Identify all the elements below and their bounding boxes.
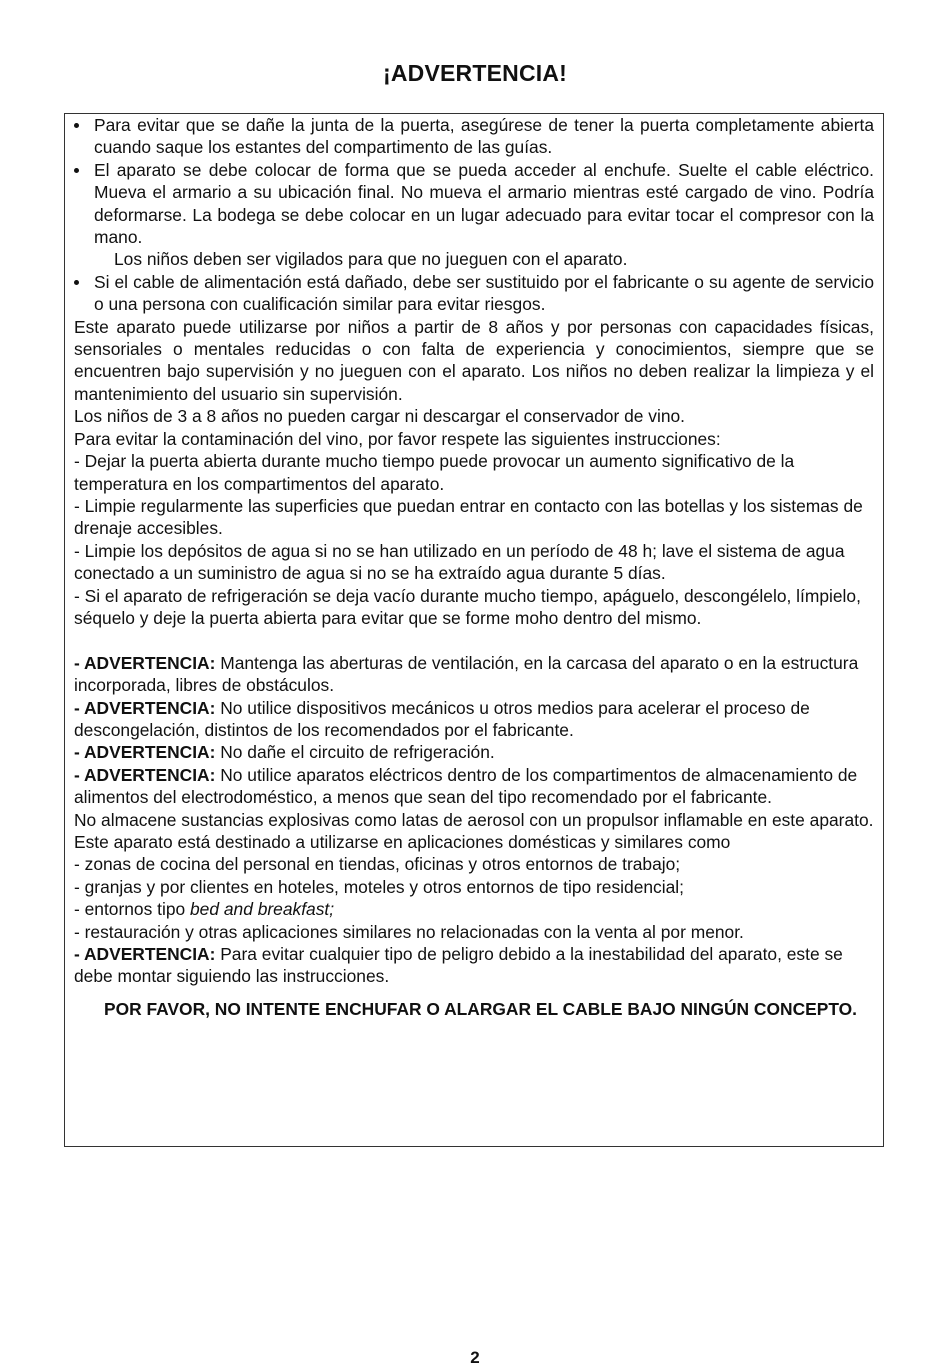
warning-label: - ADVERTENCIA: [74,652,216,673]
warning-text: Mantenga las aberturas de ventilación, en la carcasa del aparato o en la estructura incorporada, libres de obstáculos. [74,652,859,696]
warning-content [74,114,874,1020]
usage-item: - granjas y por clientes en hoteles, moteles y otros entornos de tipo residencial; [74,876,684,897]
instruction-item: - Dejar la puerta abierta durante mucho tiempo puede provocar un aumento significativo de la temperatura en los compartimentos del aparato. [74,451,795,494]
instruction-item: - Si el aparato de refrigeración se deja vacío durante mucho tiempo, apáguelo, descongélelo, límpielo, séquelo y deje la puerta abierta para evitar que se forme moho dentro del mismo. [74,585,861,628]
paragraph: Para evitar la contaminación del vino, por favor respete las siguientes instrucciones: [74,428,721,449]
warning-label: - ADVERTENCIA: [74,742,216,763]
bullet-dot-icon [74,123,79,128]
bullet-text: Para evitar que se dañe la junta de la puerta, asegúrese de tener la puerta completamente abierta cuando saque los estantes del compartimento de las guías. [94,115,874,158]
usage-item: - zonas de cocina del personal en tiendas, oficinas y otros entornos de trabajo; [74,854,681,875]
warning-text: No utilice aparatos eléctricos dentro de los compartimentos de almacenamiento de alimentos del electrodoméstico, a menos que sean del tipo recomendado por el fabricante. [74,764,858,808]
warning-label: - ADVERTENCIA: [74,944,216,965]
paragraph: Los niños de 3 a 8 años no pueden cargar ni descargar el conservador de vino. [74,406,686,427]
usage-item-prefix: - entornos tipo [74,899,191,920]
indented-note: Los niños deben ser vigilados para que no jueguen con el aparato. [114,249,628,270]
bullet-text: El aparato se debe colocar de forma que se pueda acceder al enchufe. Suelte el cable eléctrico. Mueva el armario a su ubicación final. No mueva el armario mientras esté cargado de vino. Podría deformarse. La bodega se debe colocar en un lugar adecuado para evitar tocar el compresor con la mano. [94,159,874,248]
usage-intro: Este aparato está destinado a utilizarse en aplicaciones domésticas y similares como [74,831,731,852]
warning-item [74,697,874,742]
page-title: ¡ADVERTENCIA! [382,60,568,86]
usage-item: - restauración y otras aplicaciones similares no relacionadas con la venta al por menor. [74,921,744,942]
warning-text: Para evitar cualquier tipo de peligro debido a la inestabilidad del aparato, este se debe montar siguiendo las instrucciones. [74,944,843,987]
instruction-item: - Limpie los depósitos de agua si no se han utilizado en un período de 48 h; lave el sistema de agua conectado a un suministro de agua si no se ha extraído agua durante 5 días. [74,540,845,584]
bullet-dot-icon [74,280,79,285]
warning-item [74,741,874,763]
paragraph: Este aparato puede utilizarse por niños a partir de 8 años y por personas con capacidades físicas, sensoriales o mentales reducidas o con falta de experiencia y conocimientos, siempre que se encuentren bajo supervisión y no jueguen con el aparato. Los niños no deben realizar la limpieza y el mantenimiento del usuario sin supervisión. [74,316,874,404]
usage-item-italic: bed and breakfast; [190,899,335,920]
bullet-text: Si el cable de alimentación está dañado, debe ser sustituido por el fabricante o su agente de servicio o una persona con cualificación similar para evitar riesgos. [94,271,874,315]
warning-text: No utilice dispositivos mecánicos u otros medios para acelerar el proceso de descongelación, distintos de los recomendados por el fabricante. [74,697,810,740]
bullet-item [74,159,874,249]
spacer [74,629,874,651]
explosives-note: No almacene sustancias explosivas como latas de aerosol con un propulsor inflamable en este aparato. [74,809,874,830]
warning-label: - ADVERTENCIA: [74,764,216,785]
usage-item [74,898,874,920]
bullet-item [74,271,874,316]
instruction-item: - Limpie regularmente las superficies que puedan entrar en contacto con las botellas y los sistemas de drenaje accesibles. [74,495,863,539]
warning-item [74,764,874,809]
closing-notice: POR FAVOR, NO INTENTE ENCHUFAR O ALARGAR EL CABLE BAJO NINGÚN CONCEPTO. [104,998,857,1019]
bullet-dot-icon [74,168,79,173]
warning-item [74,943,874,988]
page-number: 2 [470,1348,480,1367]
bullet-item [74,114,874,159]
warning-item [74,652,874,697]
warning-label: - ADVERTENCIA: [74,697,216,718]
warning-text: No dañe el circuito de refrigeración. [215,742,495,763]
